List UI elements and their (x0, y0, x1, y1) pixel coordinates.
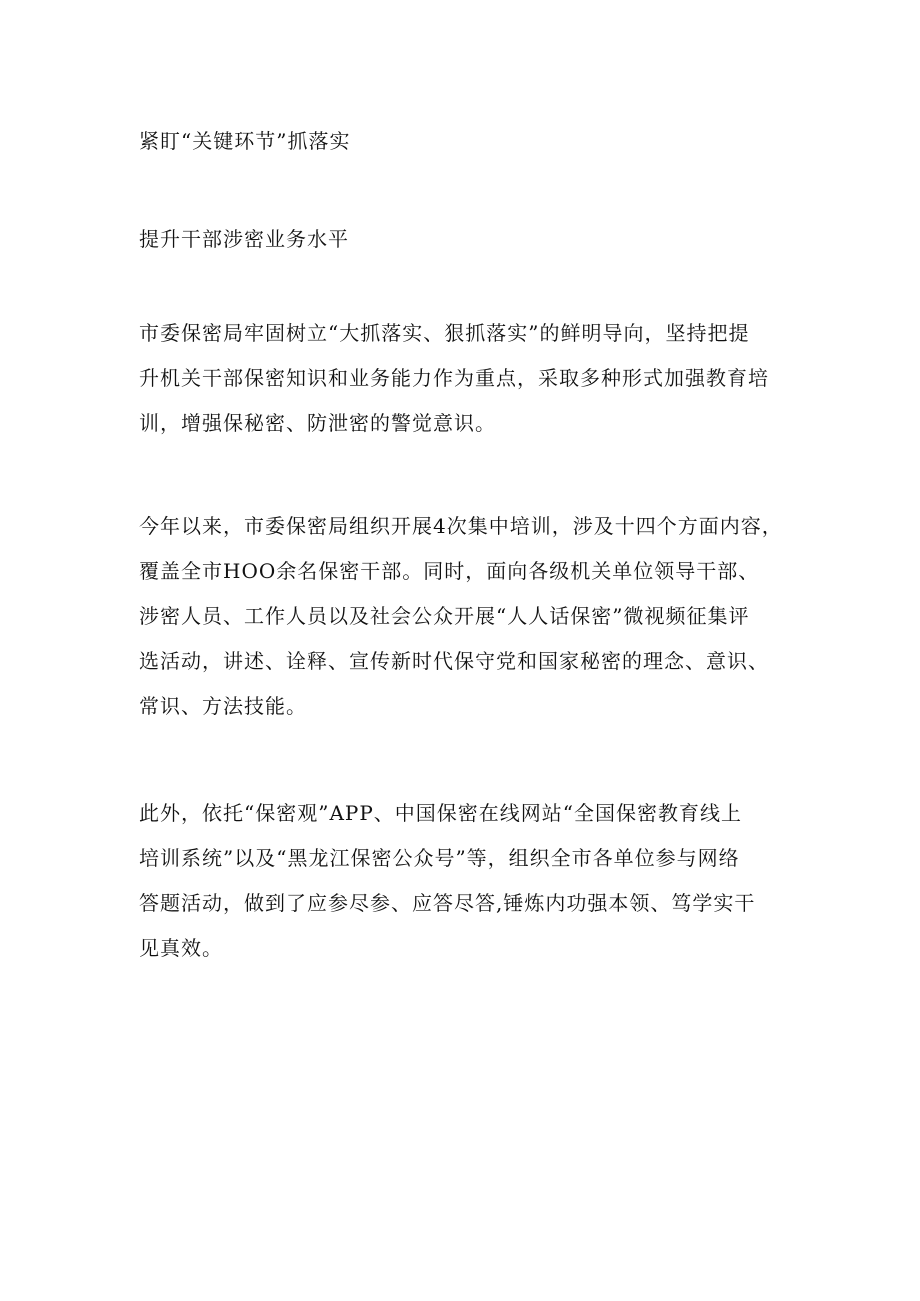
section-heading-1: 紧盯“关键环节”抓落实 (139, 129, 351, 153)
paragraph-1-line-2: 升机关干部保密知识和业务能力作为重点，采取多种形式加强教育培 (139, 366, 769, 390)
paragraph-2-line-1: 今年以来，市委保密局组织开展4次集中培训，涉及十四个方面内容， (139, 514, 783, 538)
paragraph-3-line-4: 见真效。 (139, 936, 223, 960)
paragraph-1-line-1: 市委保密局牢固树立“大抓落实、狠抓落实”的鲜明导向，坚持把提 (139, 321, 750, 345)
paragraph-3-line-2: 培训系统”以及“黑龙江保密公众号”等，组织全市各单位参与网络 (139, 846, 740, 870)
paragraph-2-line-2: 覆盖全市HOO余名保密干部。同时，面向各级机关单位领导干部、 (139, 559, 760, 583)
paragraph-3-line-1: 此外，依托“保密观”APP、中国保密在线网站“全国保密教育线上 (139, 801, 743, 825)
paragraph-3 (139, 799, 799, 979)
section-heading-2: 提升干部涉密业务水平 (139, 227, 349, 251)
paragraph-3-line-3: 答题活动，做到了应参尽参、应答尽答,锤炼内功强本领、笃学实干 (139, 891, 756, 915)
paragraph-2-line-4: 选活动，讲述、诠释、宣传新时代保守党和国家秘密的理念、意识、 (139, 649, 769, 673)
paragraph-1 (139, 319, 799, 454)
paragraph-2-line-5: 常识、方法技能。 (139, 694, 307, 718)
paragraph-2 (139, 512, 799, 737)
paragraph-2-line-3: 涉密人员、工作人员以及社会公众开展“人人话保密”微视频征集评 (139, 604, 750, 628)
paragraph-1-line-3: 训，增强保秘密、防泄密的警觉意识。 (139, 411, 496, 435)
